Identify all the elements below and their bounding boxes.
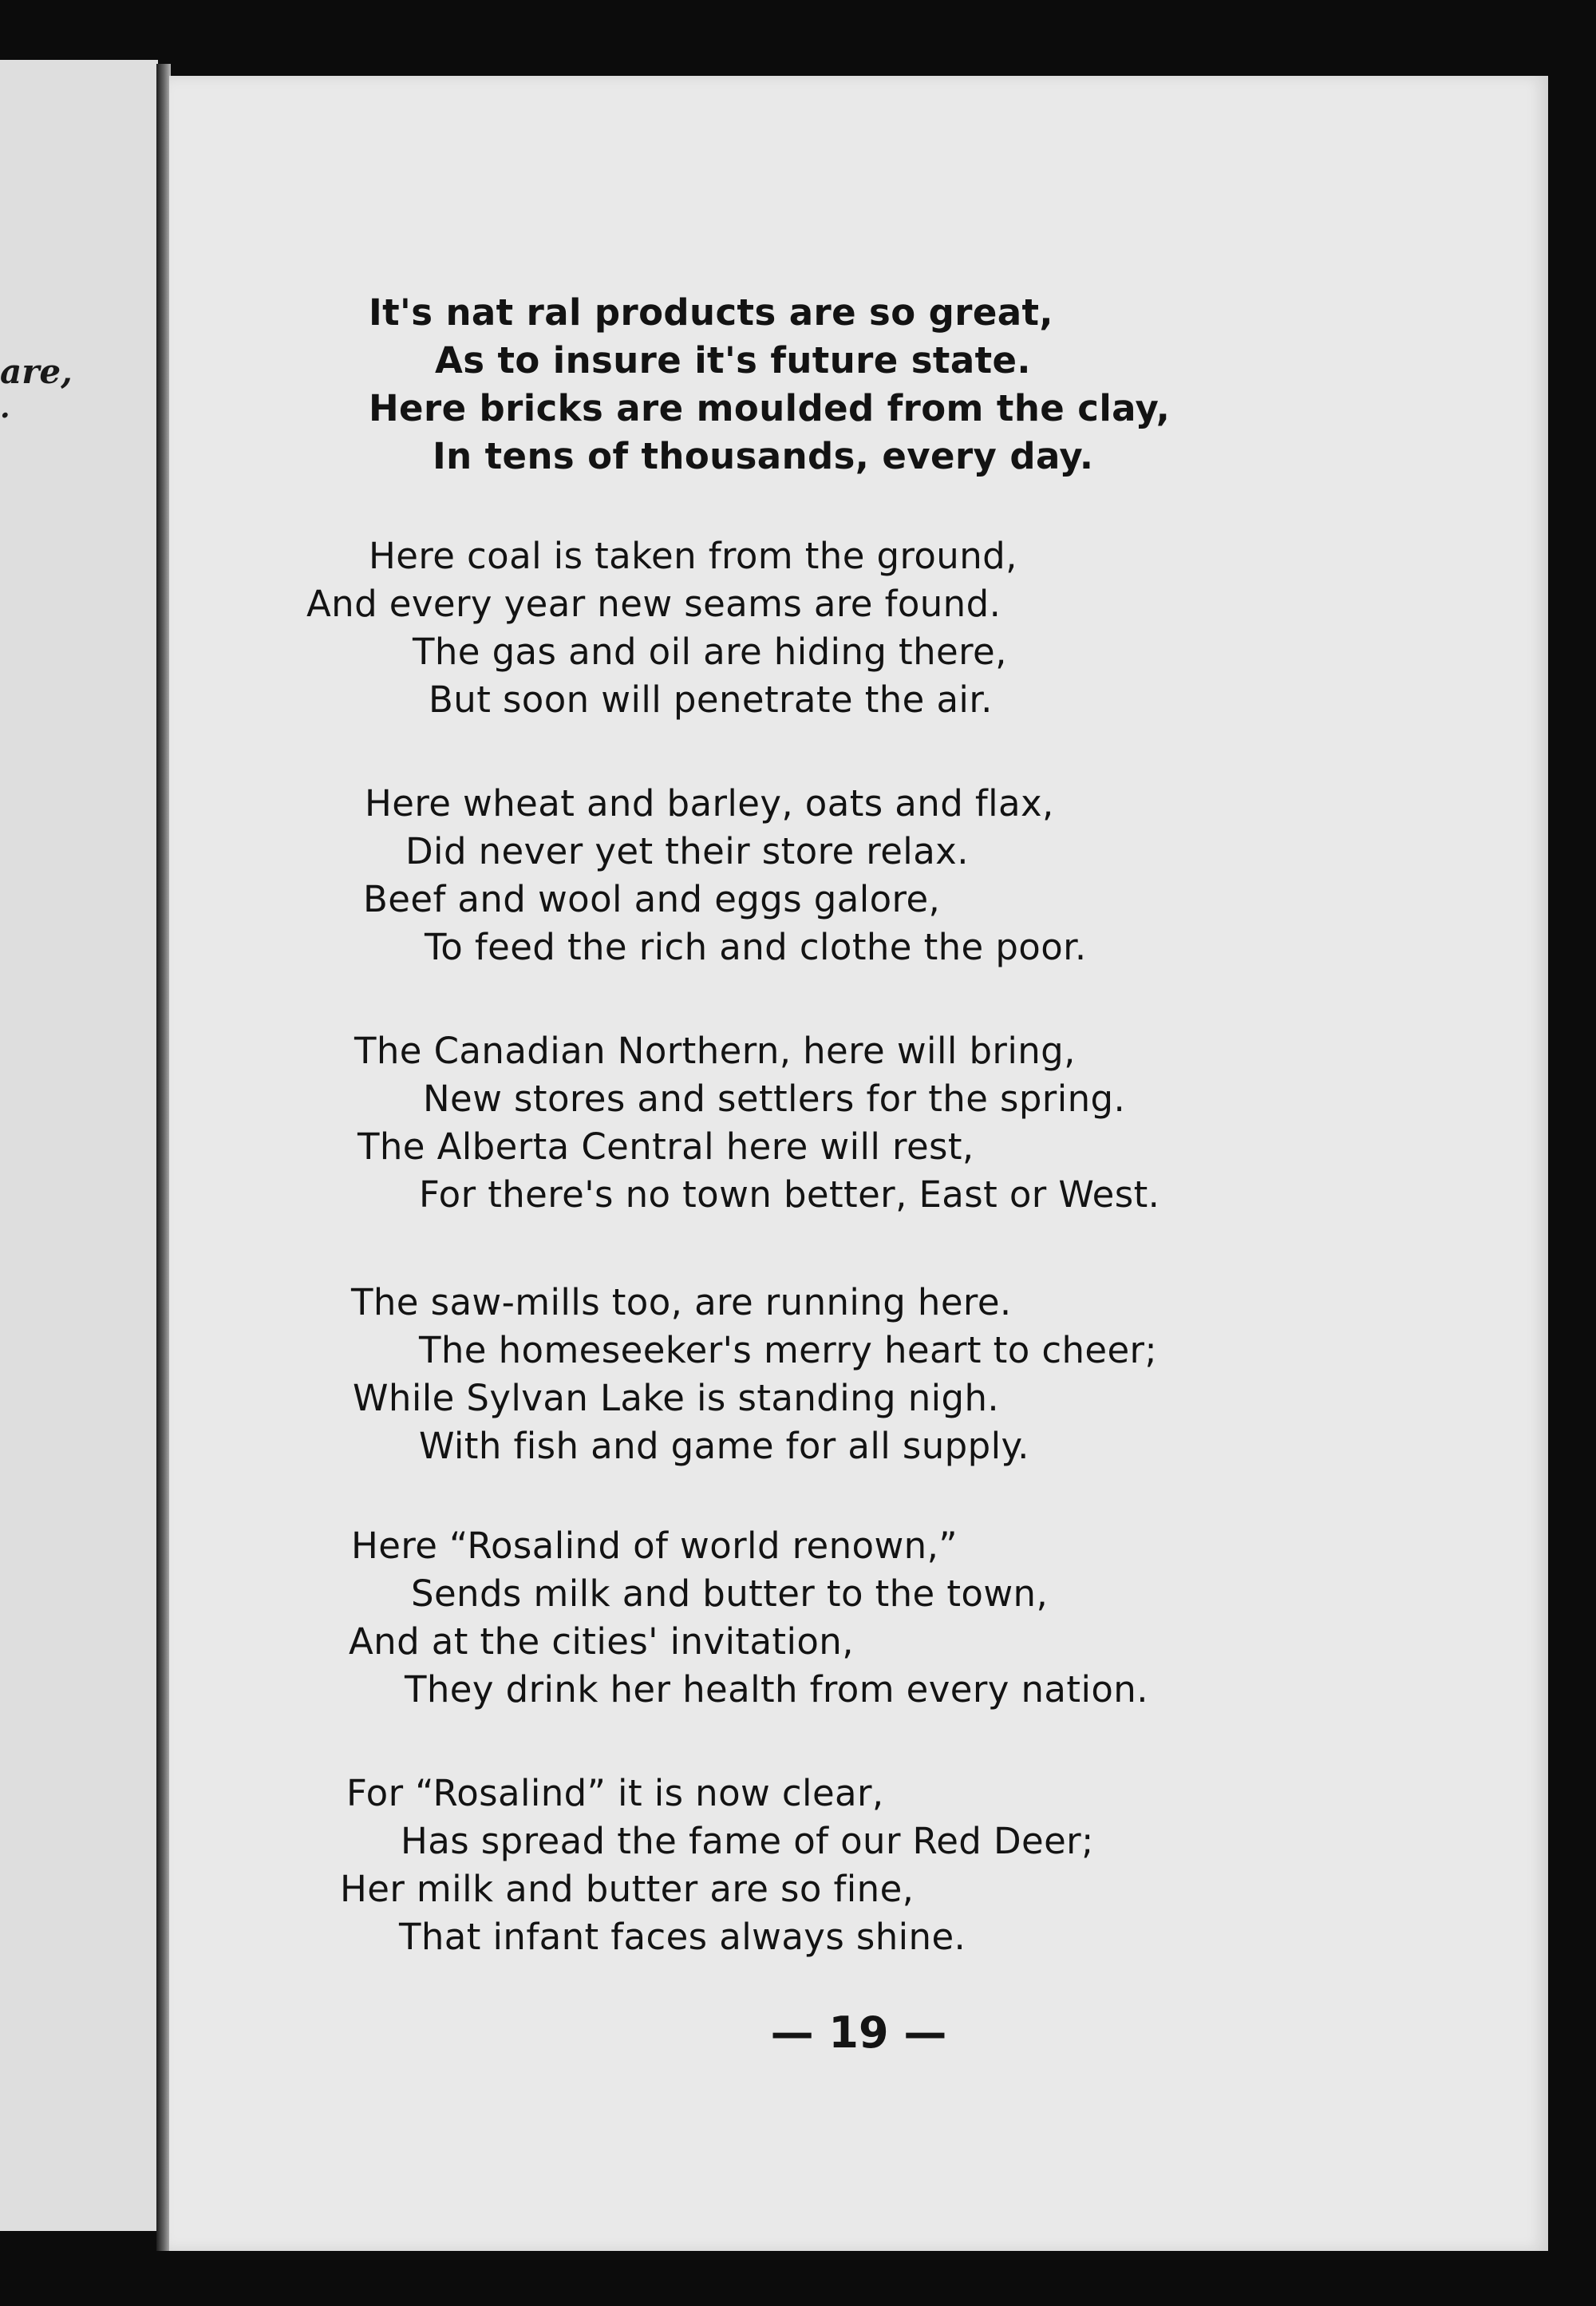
verse-line: New stores and settlers for the spring. <box>423 1078 1126 1120</box>
verse-line: The saw-mills too, are running here. <box>351 1281 1012 1323</box>
verse-line: And every year new seams are found. <box>306 583 1001 625</box>
verse-line: With fish and game for all supply. <box>419 1425 1029 1467</box>
verse-line: The gas and oil are hiding there, <box>413 631 1007 673</box>
verse-line: And at the cities' invitation, <box>349 1620 854 1663</box>
verse-line: Here wheat and barley, oats and flax, <box>365 782 1054 825</box>
verse-line: Here “Rosalind of world renown,” <box>351 1525 958 1567</box>
verse-line: The Alberta Central here will rest, <box>358 1125 974 1168</box>
verse-line: Sends milk and butter to the town, <box>411 1572 1049 1615</box>
verse-line: But soon will penetrate the air. <box>429 678 993 721</box>
verse-line: It's nat ral products are so great, <box>369 291 1053 334</box>
verse-line: In tens of thousands, every day. <box>433 435 1094 477</box>
left-page <box>0 60 158 2231</box>
verse-line: Has spread the fame of our Red Deer; <box>401 1820 1094 1862</box>
verse-line: Did never yet their store relax. <box>405 830 969 872</box>
verse-line: Her milk and butter are so fine, <box>340 1868 915 1910</box>
verse-line: Here bricks are moulded from the clay, <box>369 387 1171 429</box>
verse-line: As to insure it's future state. <box>435 339 1031 382</box>
verse-line: The homeseeker's merry heart to cheer; <box>419 1329 1158 1371</box>
verse-line: That infant faces always shine. <box>399 1916 966 1958</box>
verse-line: For “Rosalind” it is now clear, <box>346 1772 884 1814</box>
page-number: — 19 — <box>770 2007 947 2058</box>
verse-line: While Sylvan Lake is standing nigh. <box>353 1377 1000 1419</box>
verse-line: Beef and wool and eggs galore, <box>363 878 941 920</box>
left-page-fragment: are, <box>0 352 73 391</box>
verse-line: They drink her health from every nation. <box>405 1668 1148 1711</box>
verse-line: Here coal is taken from the ground, <box>369 535 1017 577</box>
verse-line: The Canadian Northern, here will bring, <box>354 1030 1076 1072</box>
verse-line: For there's no town better, East or West. <box>419 1173 1160 1216</box>
book-page <box>169 76 1548 2251</box>
verse-line: To feed the rich and clothe the poor. <box>425 926 1087 968</box>
left-page-fragment: . <box>0 391 10 425</box>
